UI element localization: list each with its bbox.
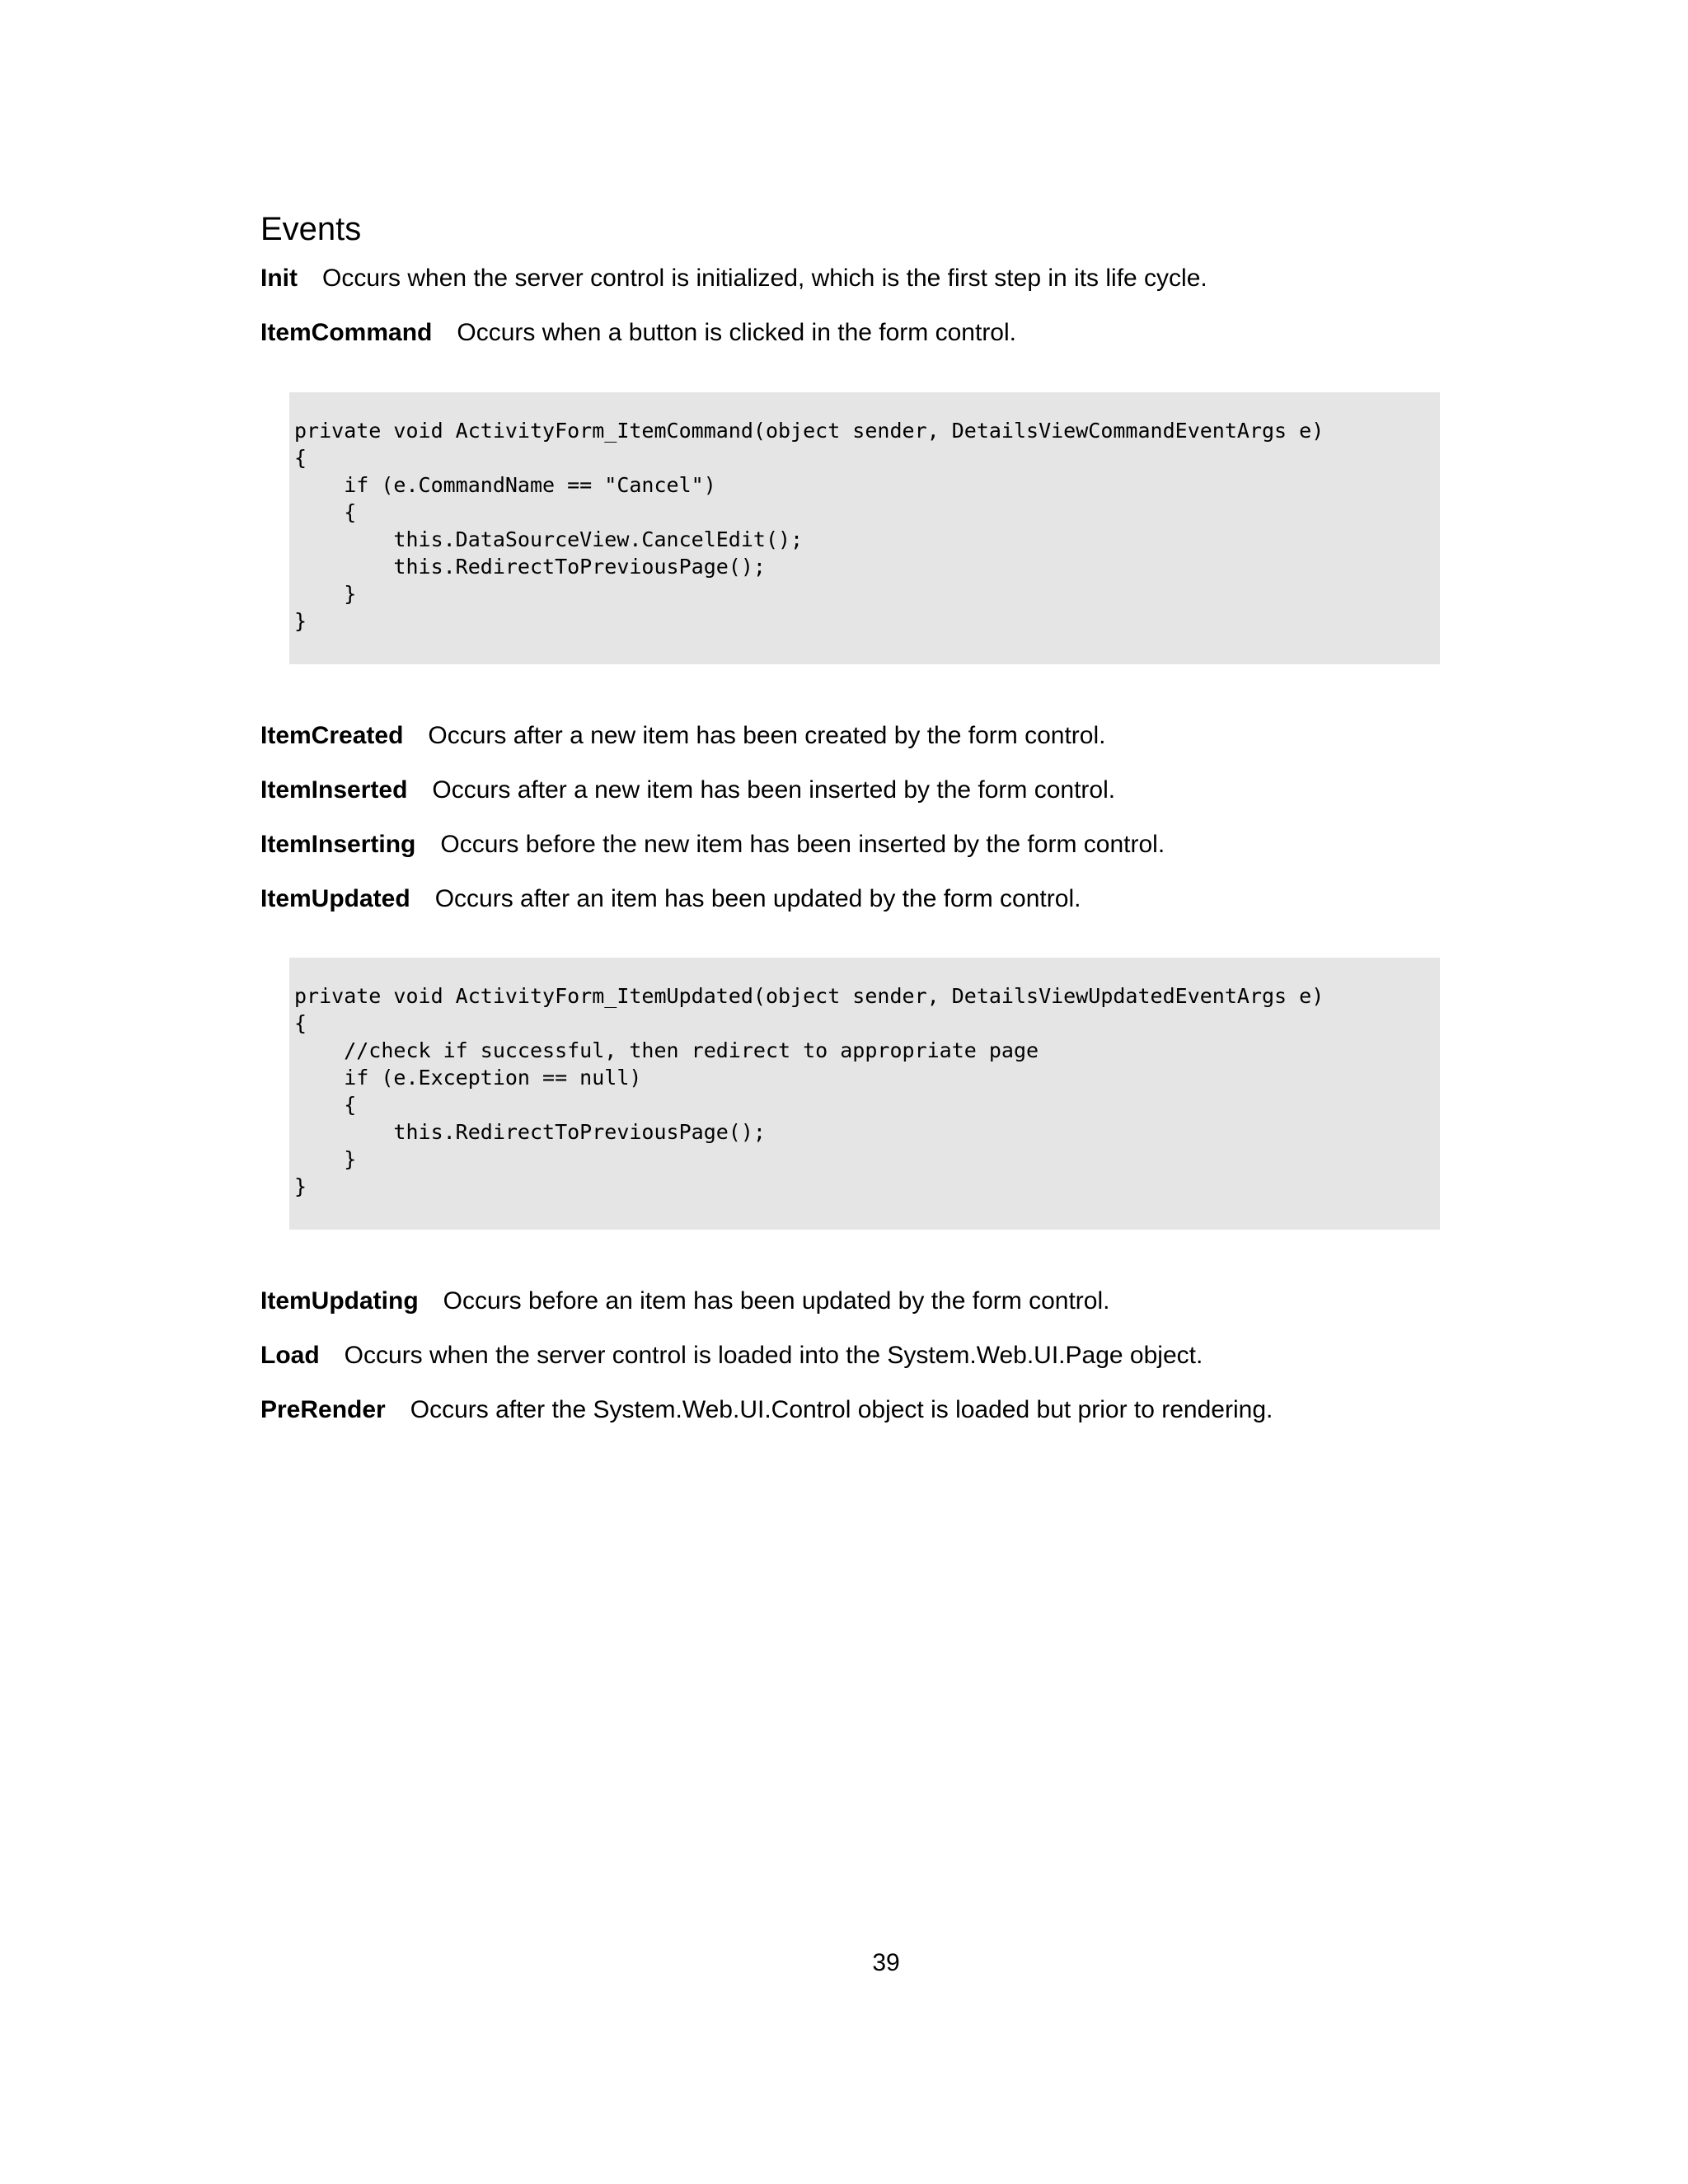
code-line: { [294,1093,357,1117]
code-block-item-command [289,392,1440,664]
code-line: this.DataSourceView.CancelEdit(); [294,527,804,551]
event-term: ItemUpdating [260,1287,419,1315]
event-term: ItemInserting [260,831,416,858]
event-term: ItemCommand [260,319,433,346]
event-description: Occurs after a new item has been inserted by the form control. [432,776,1116,804]
event-entry-itemupdating [260,1285,1109,1318]
event-entry-load [260,1339,1203,1372]
event-entry-prerender [260,1394,1273,1427]
event-term: ItemUpdated [260,885,410,912]
event-entry-itemcreated [260,719,1105,752]
code-line: } [294,1174,307,1198]
code-line: private void ActivityForm_ItemUpdated(object sender, DetailsViewUpdatedEventArgs e) [294,984,1325,1008]
event-term: PreRender [260,1396,386,1423]
event-term: ItemInserted [260,776,408,804]
event-term: ItemCreated [260,722,404,749]
event-description: Occurs when the server control is loaded into the System.Web.UI.Page object. [344,1342,1203,1369]
code-line: } [294,1147,357,1171]
event-description: Occurs when a button is clicked in the form control. [457,319,1016,346]
event-description: Occurs after the System.Web.UI.Control object is loaded but prior to rendering. [410,1396,1273,1423]
code-line: { [294,500,357,524]
event-term: Init [260,265,298,292]
code-line: { [294,1011,307,1035]
code-line: private void ActivityForm_ItemCommand(object sender, DetailsViewCommandEventArgs e) [294,419,1325,443]
code-line: this.RedirectToPreviousPage(); [294,555,766,579]
code-line: } [294,582,357,606]
code-line: //check if successful, then redirect to appropriate page [294,1038,1039,1062]
event-description: Occurs after an item has been updated by the form control. [434,885,1081,912]
code-line: } [294,609,307,633]
event-entry-itemupdated [260,883,1081,916]
section-heading: Events [260,211,362,247]
code-line: if (e.CommandName == "Cancel") [294,473,716,497]
event-description: Occurs after a new item has been created by the form control. [428,722,1106,749]
event-entry-iteminserted [260,774,1115,807]
code-line: if (e.Exception == null) [294,1066,642,1090]
event-description: Occurs when the server control is initialized, which is the first step in its life cycle. [322,265,1207,292]
code-line: { [294,446,307,470]
event-entry-itemcommand [260,316,1016,349]
event-entry-init [260,262,1207,295]
event-entry-iteminserting [260,828,1165,861]
event-term: Load [260,1342,320,1369]
code-block-item-updated [289,958,1440,1230]
code-line: this.RedirectToPreviousPage(); [294,1120,766,1144]
event-description: Occurs before an item has been updated by the form control. [443,1287,1110,1315]
page-number: 39 [872,1949,900,1976]
event-description: Occurs before the new item has been inserted by the form control. [440,831,1165,858]
